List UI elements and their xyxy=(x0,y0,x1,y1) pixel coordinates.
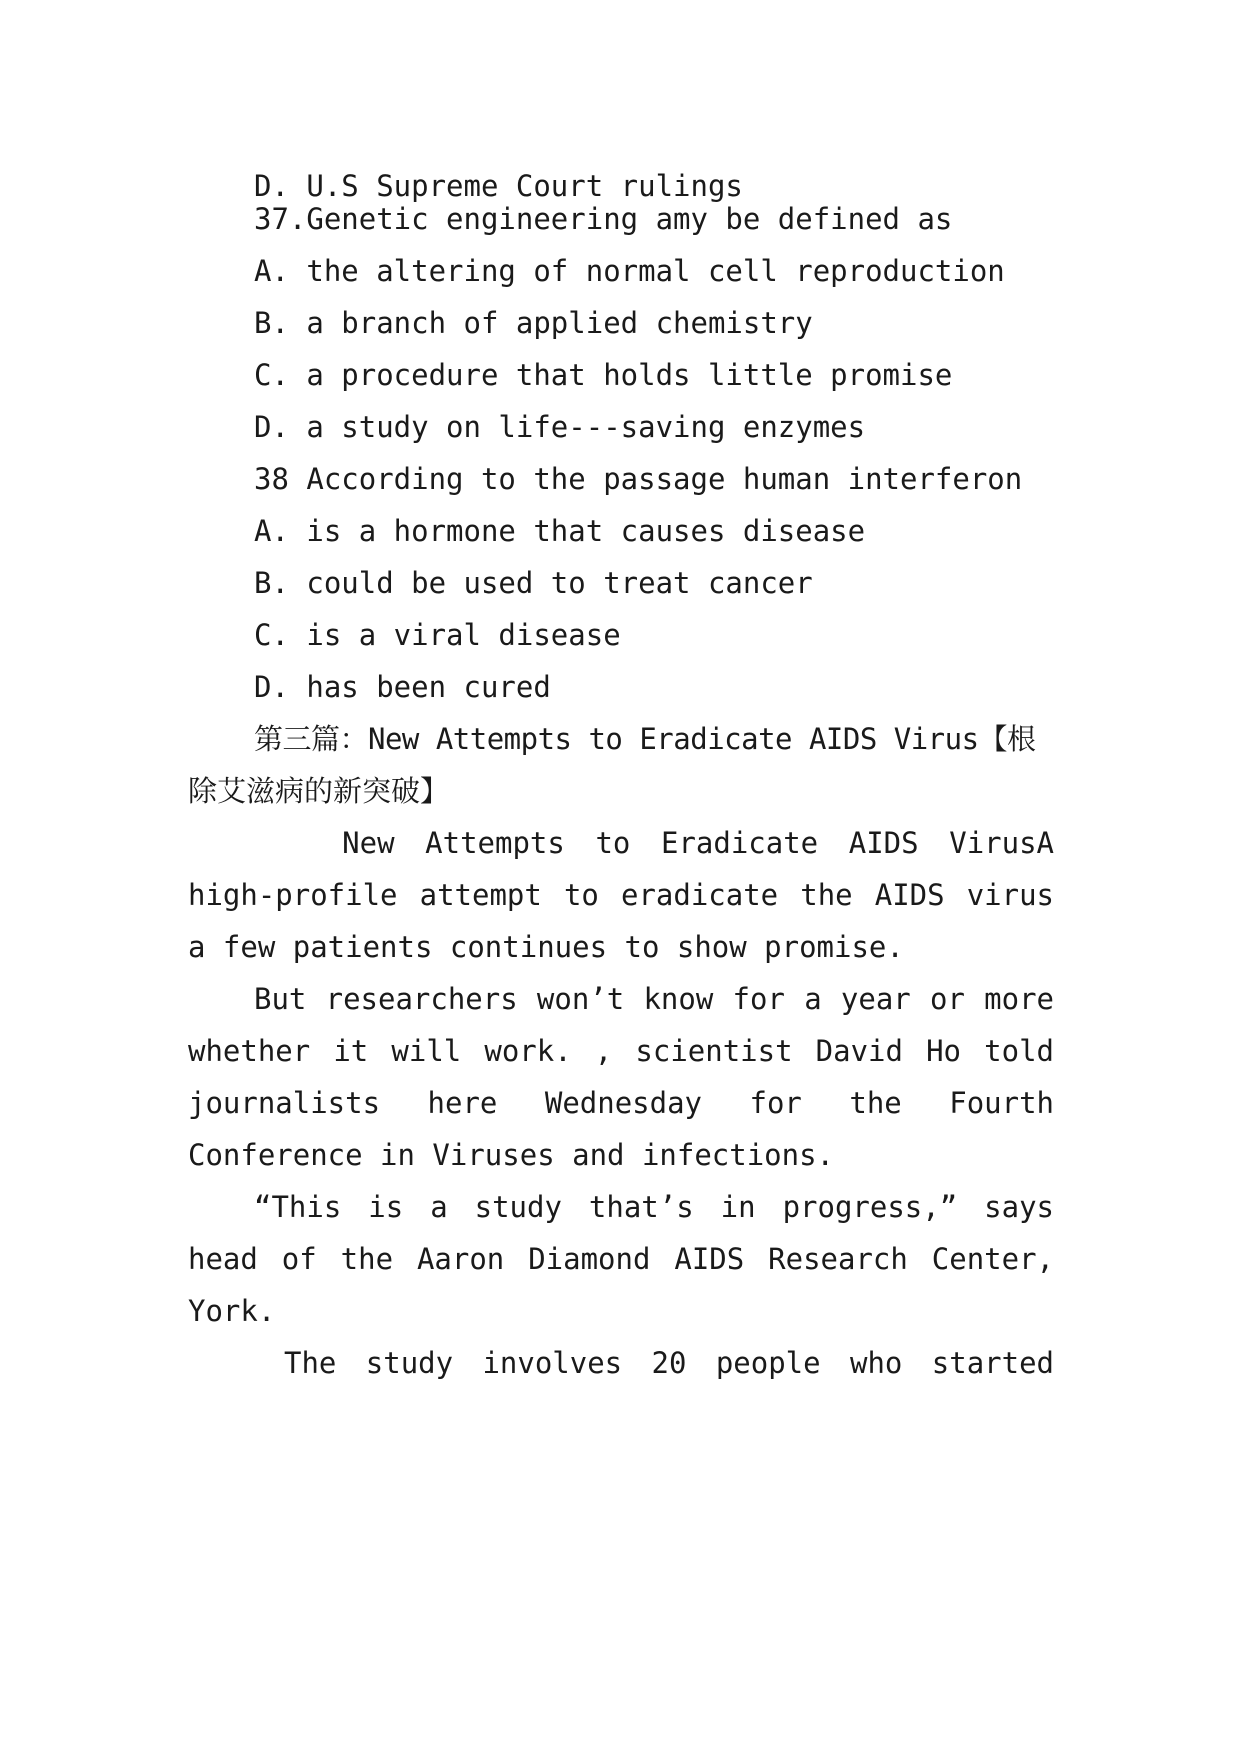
paragraph-line: high-profile attempt to eradicate the AIDS virus xyxy=(188,878,1054,912)
paragraph-line: But researchers won’t know for a year or more xyxy=(254,982,1054,1016)
section-title: 第三篇：New Attempts to Eradicate AIDS Virus【根 xyxy=(254,722,1036,756)
paragraph-line: whether it will work. , scientist David Ho told xyxy=(188,1034,1054,1068)
section-title-continued: 除艾滋病的新突破】 xyxy=(188,774,450,808)
paragraph-line: journalists here Wednesday for the Fourth xyxy=(188,1086,1054,1120)
option-line: D. U.S Supreme Court rulings xyxy=(254,169,743,203)
paragraph-line: Conference in Viruses and infections. xyxy=(188,1138,835,1172)
option-line: D. a study on life---saving enzymes xyxy=(254,410,866,444)
option-line: B. a branch of applied chemistry xyxy=(254,306,813,340)
paragraph-line: head of the Aaron Diamond AIDS Research Center, xyxy=(188,1242,1054,1276)
question-line: 37.Genetic engineering amy be defined as xyxy=(254,202,953,236)
paragraph-line: a few patients continues to show promise. xyxy=(188,930,904,964)
quote-line: “This is a study that’s in progress,” says xyxy=(254,1190,1054,1224)
option-line: C. is a viral disease xyxy=(254,618,621,652)
paragraph-line: New Attempts to Eradicate AIDS VirusA xyxy=(300,826,1054,860)
option-line: A. is a hormone that causes disease xyxy=(254,514,866,548)
question-line: 38 According to the passage human interferon xyxy=(254,462,1023,496)
paragraph-line: York. xyxy=(188,1294,276,1328)
option-line: C. a procedure that holds little promise xyxy=(254,358,953,392)
option-line: D. has been cured xyxy=(254,670,551,704)
paragraph-line: The study involves 20 people who started xyxy=(284,1346,1054,1380)
option-line: A. the altering of normal cell reproduction xyxy=(254,254,1005,288)
option-line: B. could be used to treat cancer xyxy=(254,566,813,600)
